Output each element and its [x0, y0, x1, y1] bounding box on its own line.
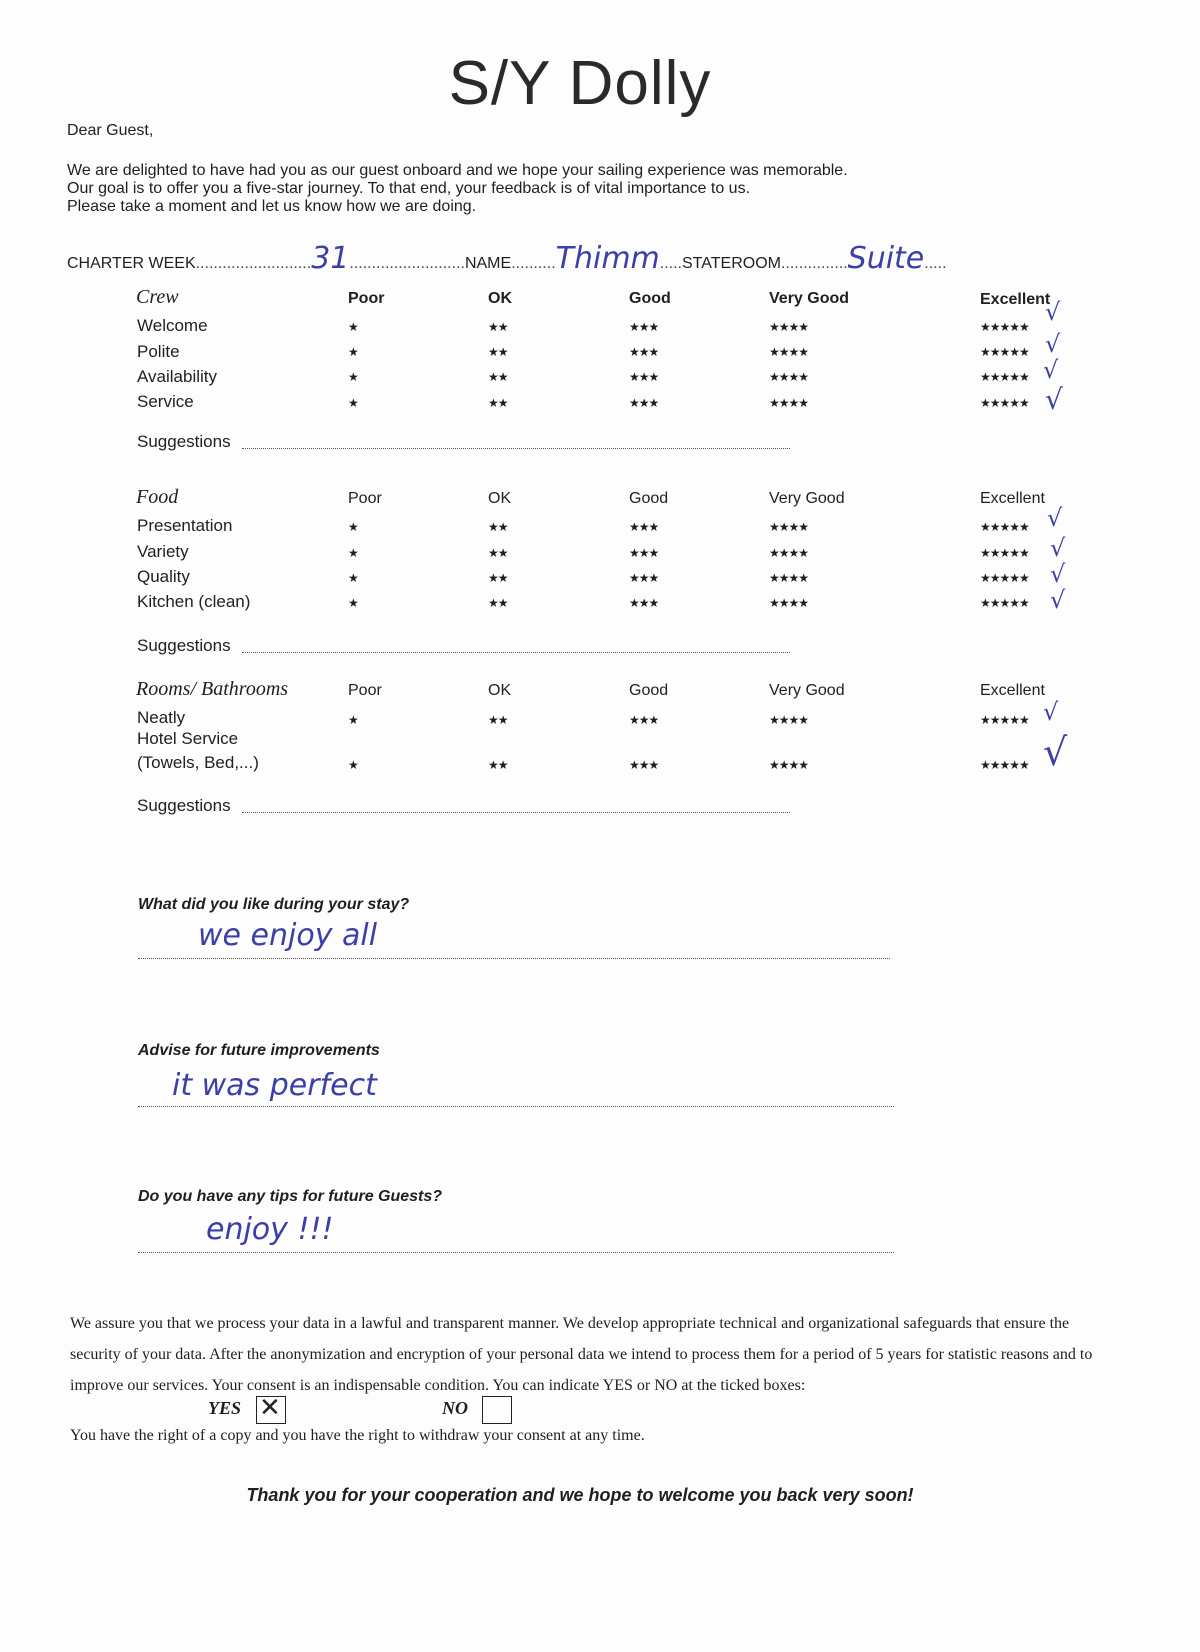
- answer-tips[interactable]: enjoy !!!: [206, 1212, 334, 1247]
- row-label: Presentation: [137, 516, 233, 535]
- rating-4[interactable]: ★★★★: [769, 520, 809, 534]
- no-label: NO: [442, 1398, 468, 1418]
- rating-1[interactable]: ★: [348, 320, 358, 334]
- rating-1[interactable]: ★: [348, 571, 358, 585]
- rating-2[interactable]: ★★: [488, 520, 508, 534]
- rating-1[interactable]: ★: [348, 520, 358, 534]
- header-poor: Poor: [348, 290, 385, 307]
- check-mark-icon: √: [1043, 730, 1068, 774]
- header-ok: OK: [488, 682, 512, 699]
- x-mark-icon: ✕: [259, 1393, 281, 1423]
- rating-5[interactable]: ★★★★★: [980, 546, 1029, 560]
- rating-5[interactable]: ★★★★★: [980, 396, 1029, 410]
- row-label: Welcome: [137, 316, 208, 335]
- answer-like[interactable]: we enjoy all: [198, 918, 378, 953]
- rating-2[interactable]: ★★: [488, 571, 508, 585]
- rating-3[interactable]: ★★★: [629, 320, 659, 334]
- suggestions-input[interactable]: [242, 448, 790, 449]
- rating-4[interactable]: ★★★★: [769, 713, 809, 727]
- yes-label: YES: [208, 1398, 242, 1418]
- header-very-good: Very Good: [769, 490, 845, 507]
- rating-4[interactable]: ★★★★: [769, 396, 809, 410]
- answer-improvements[interactable]: it was perfect: [172, 1068, 377, 1103]
- rating-1[interactable]: ★: [348, 546, 358, 560]
- suggestions-input[interactable]: [242, 812, 790, 813]
- rating-5[interactable]: ★★★★★: [980, 345, 1029, 359]
- header-poor: Poor: [348, 490, 382, 507]
- header-good: Good: [629, 490, 669, 507]
- row-label: Polite: [137, 342, 180, 361]
- thank-you-message: Thank you for your cooperation and we hope to welcome you back very soon!: [246, 1485, 914, 1505]
- rating-1[interactable]: ★: [348, 370, 358, 384]
- rating-4[interactable]: ★★★★: [769, 596, 809, 610]
- rating-3[interactable]: ★★★: [629, 571, 659, 585]
- question-improvements: Advise for future improvements: [138, 1042, 380, 1059]
- rating-4[interactable]: ★★★★: [769, 571, 809, 585]
- row-label: Service: [137, 392, 194, 411]
- rating-3[interactable]: ★★★: [629, 758, 659, 772]
- rating-5[interactable]: ★★★★★: [980, 596, 1029, 610]
- name-value[interactable]: Thimm: [555, 241, 660, 276]
- row-label: Kitchen (clean): [137, 592, 251, 611]
- header-very-good: Very Good: [769, 290, 850, 307]
- rating-2[interactable]: ★★: [488, 345, 508, 359]
- rating-5[interactable]: ★★★★★: [980, 320, 1029, 334]
- check-mark-icon: √: [1043, 356, 1059, 384]
- section-title-food: Food: [136, 486, 179, 508]
- rating-4[interactable]: ★★★★: [769, 758, 809, 772]
- rating-5[interactable]: ★★★★★: [980, 571, 1029, 585]
- rating-1[interactable]: ★: [348, 396, 358, 410]
- answer-line: [138, 958, 890, 959]
- rating-5[interactable]: ★★★★★: [980, 520, 1029, 534]
- rating-5[interactable]: ★★★★★: [980, 758, 1029, 772]
- rating-2[interactable]: ★★: [488, 758, 508, 772]
- row-label: Availability: [137, 367, 218, 386]
- rating-2[interactable]: ★★: [488, 713, 508, 727]
- rating-5[interactable]: ★★★★★: [980, 713, 1029, 727]
- suggestions-label: Suggestions: [137, 796, 231, 815]
- check-mark-icon: √: [1043, 698, 1059, 726]
- rating-3[interactable]: ★★★: [629, 596, 659, 610]
- rating-3[interactable]: ★★★: [629, 370, 659, 384]
- document-title: S/Y Dolly: [448, 49, 712, 118]
- header-ok: OK: [488, 490, 512, 507]
- intro-paragraph: [67, 162, 967, 216]
- charter-week-value[interactable]: 31: [311, 241, 350, 276]
- rating-2[interactable]: ★★: [488, 546, 508, 560]
- header-poor: Poor: [348, 682, 382, 699]
- rating-2[interactable]: ★★: [488, 396, 508, 410]
- rating-2[interactable]: ★★: [488, 370, 508, 384]
- answer-line: [138, 1106, 894, 1107]
- section-title-rooms: Rooms/ Bathrooms: [136, 678, 289, 700]
- rating-1[interactable]: ★: [348, 758, 358, 772]
- section-title-crew: Crew: [136, 286, 179, 308]
- rating-3[interactable]: ★★★: [629, 345, 659, 359]
- check-mark-icon: √: [1050, 534, 1066, 562]
- row-label: Neatly: [137, 708, 186, 727]
- rating-4[interactable]: ★★★★: [769, 546, 809, 560]
- check-mark-icon: √: [1050, 586, 1066, 614]
- header-ok: OK: [488, 290, 512, 307]
- rating-2[interactable]: ★★: [488, 320, 508, 334]
- suggestions-label: Suggestions: [137, 432, 231, 451]
- header-excellent: Excellent: [980, 291, 1051, 308]
- intro-line: Our goal is to offer you a five-star journey. To that end, your feedback is of vital importance to us.: [67, 180, 751, 197]
- stateroom-label: STATEROOM: [682, 255, 781, 272]
- answer-line: [138, 1252, 894, 1253]
- rating-3[interactable]: ★★★: [629, 396, 659, 410]
- data-privacy-notice: We assure you that we process your data in a lawful and transparent manner. We develop appropriate technical and organizational safeguards that ensure the security of your data. After the anonymization and encryption of your personal data we intend to process them for a period of 5 years for statistic reasons and to improve our services. Your consent is an indispensable condition. You can indicate YES or NO at the ticked boxes:: [70, 1315, 1093, 1394]
- rating-1[interactable]: ★: [348, 345, 358, 359]
- rating-4[interactable]: ★★★★: [769, 320, 809, 334]
- stateroom-value[interactable]: Suite: [847, 241, 925, 276]
- charter-row: CHARTER WEEK..........................31..........................NAME..........Thimm.....STATEROOM...............Suite.....: [67, 241, 947, 276]
- check-mark-icon: √: [1045, 383, 1063, 416]
- rating-1[interactable]: ★: [348, 596, 358, 610]
- suggestions-label: Suggestions: [137, 636, 231, 655]
- rating-2[interactable]: ★★: [488, 596, 508, 610]
- no-checkbox[interactable]: [482, 1396, 512, 1424]
- row-label: Variety: [137, 542, 189, 561]
- question-like: What did you like during your stay?: [138, 896, 410, 913]
- rights-statement: You have the right of a copy and you have the right to withdraw your consent at any time.: [70, 1427, 645, 1444]
- check-mark-icon: √: [1050, 560, 1066, 588]
- intro-line: Please take a moment and let us know how we are doing.: [67, 198, 477, 215]
- rating-5[interactable]: ★★★★★: [980, 370, 1029, 384]
- suggestions-input[interactable]: [242, 652, 790, 653]
- intro-line: We are delighted to have had you as our guest onboard and we hope your sailing experience was memorable.: [67, 162, 848, 179]
- charter-week-label: CHARTER WEEK: [67, 255, 196, 272]
- check-mark-icon: √: [1045, 330, 1061, 358]
- row-label: Quality: [137, 567, 190, 586]
- name-label: NAME: [464, 255, 512, 272]
- check-mark-icon: √: [1047, 504, 1063, 532]
- rating-4[interactable]: ★★★★: [769, 345, 809, 359]
- rating-3[interactable]: ★★★: [629, 520, 659, 534]
- header-very-good: Very Good: [769, 682, 845, 699]
- rating-1[interactable]: ★: [348, 713, 358, 727]
- rating-4[interactable]: ★★★★: [769, 370, 809, 384]
- header-excellent: Excellent: [980, 682, 1045, 699]
- row-label: Hotel Service: [137, 729, 239, 748]
- greeting: Dear Guest,: [67, 122, 154, 139]
- question-tips: Do you have any tips for future Guests?: [138, 1188, 443, 1205]
- row-label: (Towels, Bed,...): [137, 753, 259, 772]
- header-good: Good: [629, 682, 669, 699]
- rating-3[interactable]: ★★★: [629, 546, 659, 560]
- header-excellent: Excellent: [980, 490, 1045, 507]
- check-mark-icon: √: [1045, 298, 1061, 326]
- header-good: Good: [629, 290, 671, 307]
- yes-checkbox[interactable]: [256, 1393, 286, 1424]
- rating-3[interactable]: ★★★: [629, 713, 659, 727]
